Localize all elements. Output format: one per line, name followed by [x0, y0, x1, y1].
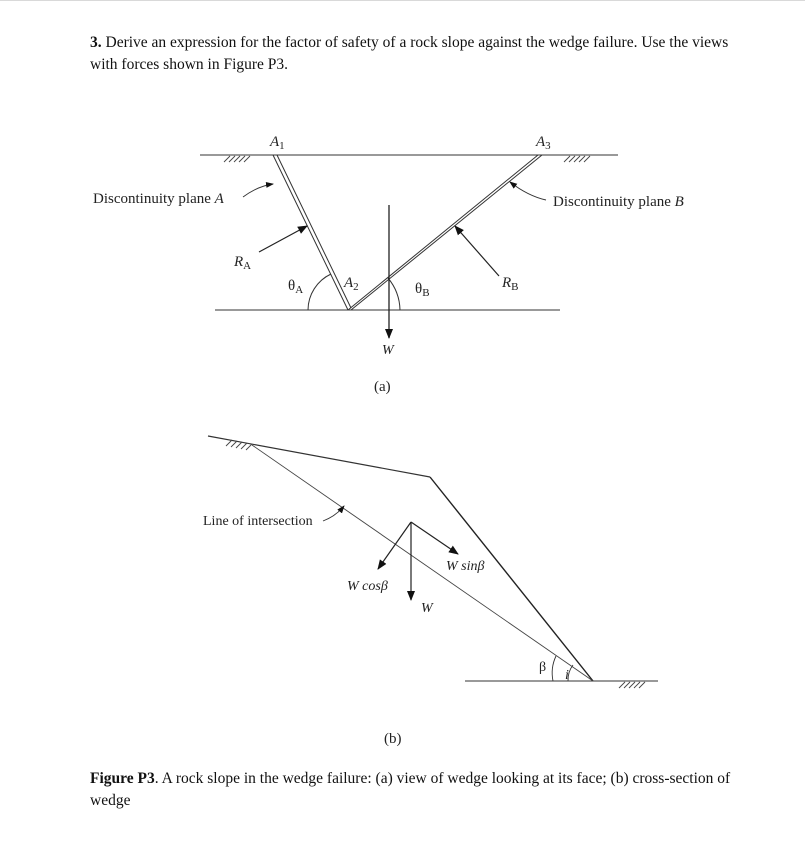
label-rb: $R_B$ — [502, 275, 519, 293]
label-line-of-intersection: Line of intersection — [203, 514, 313, 529]
figure-a — [93, 134, 684, 395]
theta-b-arc — [388, 278, 400, 310]
ground-hatch-left — [224, 156, 250, 162]
question-body: Derive an expression for the factor of safety of a rock slope against the wedge failure. Use the views with forces shown in Figure P3. — [90, 34, 729, 73]
caption-a: (a) — [374, 379, 391, 395]
label-w-sinb: W sinβ — [446, 559, 485, 574]
w-sin-arrow — [411, 522, 458, 554]
rb-arrow — [455, 226, 499, 276]
label-w-b: W — [421, 601, 433, 616]
w-cos-arrow — [378, 522, 411, 569]
toe-hatch — [619, 682, 645, 688]
plane-b-leader — [510, 182, 546, 200]
label-a2: $A_2$ — [344, 275, 359, 293]
figure-caption — [90, 768, 750, 812]
label-plane-b: Discontinuity plane B — [553, 194, 684, 210]
label-a3: $A_3$ — [536, 134, 551, 152]
label-w-cosb: W cosβ — [347, 579, 388, 594]
label-ra: $R_A$ — [234, 254, 252, 272]
label-beta: β — [539, 660, 547, 675]
line-of-intersection — [252, 445, 593, 681]
plane-a-leader — [243, 184, 273, 197]
theta-a-arc — [308, 274, 331, 310]
label-theta-a: $\theta_A$ — [288, 278, 304, 296]
figure-b — [203, 436, 658, 747]
figure-caption-text: . A rock slope in the wedge failure: (a) view of wedge looking at its face; (b) cross-section of wedge — [90, 770, 731, 809]
plane-a-line — [273, 155, 348, 310]
beta-arc — [552, 656, 556, 681]
caption-b: (b) — [384, 731, 402, 747]
label-w-a: W — [382, 343, 394, 358]
label-plane-a: Discontinuity plane A — [93, 191, 224, 207]
question-number: 3. — [90, 34, 102, 51]
ground-hatch-right — [564, 156, 590, 162]
label-theta-b: $\theta_B$ — [415, 281, 430, 299]
label-a1: $A_1$ — [270, 134, 285, 152]
figure-caption-label: Figure P3 — [90, 770, 155, 787]
label-i: i — [565, 668, 569, 683]
ra-arrow — [259, 226, 307, 252]
slope-face — [430, 477, 593, 681]
intersection-leader — [323, 506, 344, 521]
